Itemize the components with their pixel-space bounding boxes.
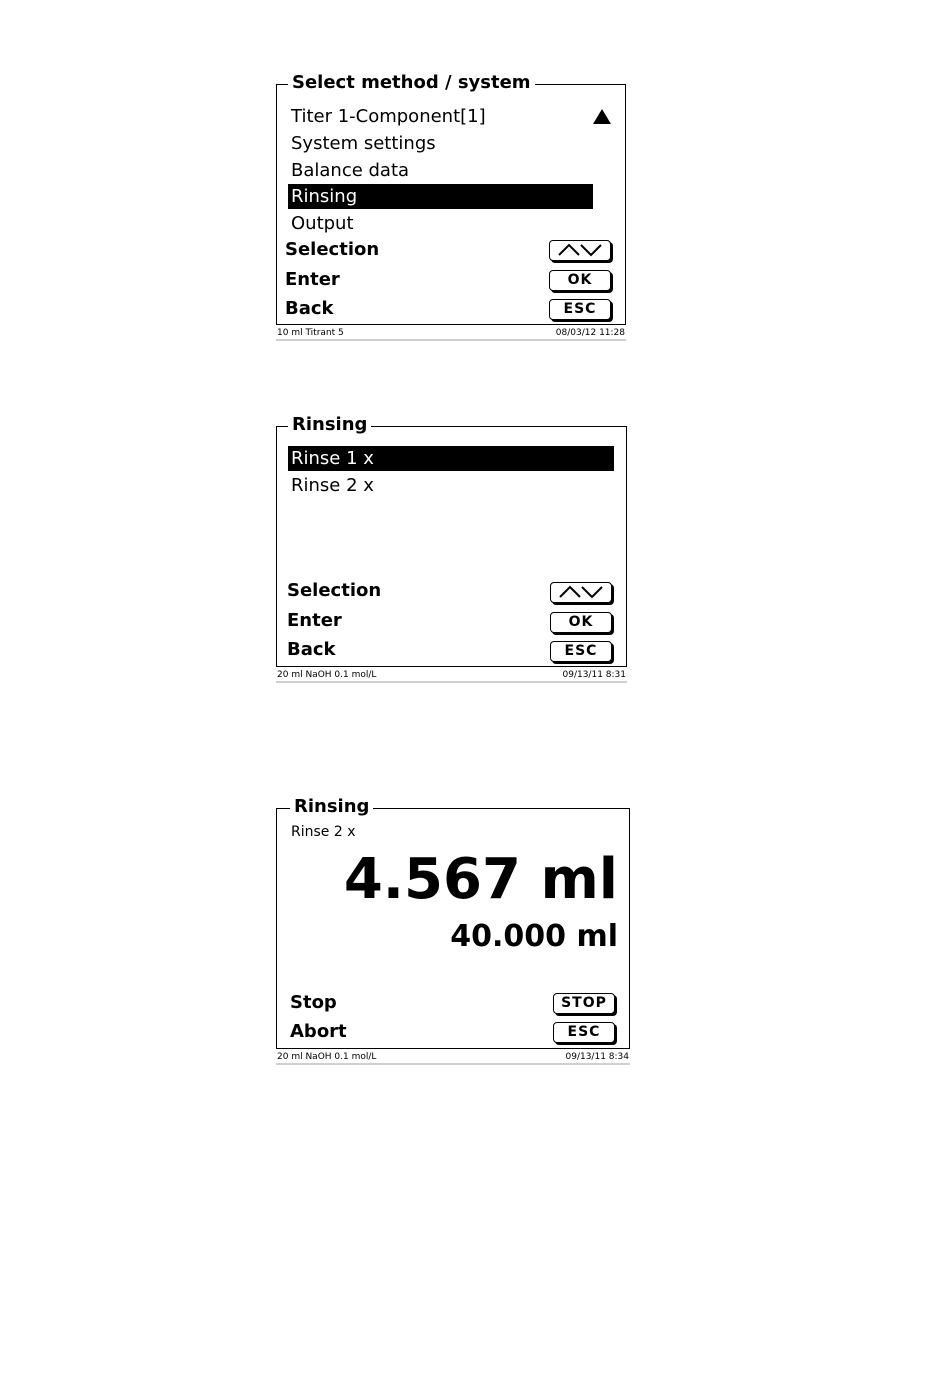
back-label: Back [285,298,334,319]
selection-label: Selection [285,239,380,260]
menu-item-rinse-2x[interactable]: Rinse 2 x [291,475,374,496]
screen-select-method [276,72,626,342]
status-device: 20 ml NaOH 0.1 mol/L [277,1052,377,1062]
status-bar [276,667,627,683]
status-datetime: 09/13/11 8:31 [562,670,626,680]
status-device: 20 ml NaOH 0.1 mol/L [277,670,377,680]
enter-label: Enter [285,269,340,290]
up-down-key[interactable] [549,240,611,261]
ok-key[interactable]: OK [549,270,611,291]
screen-title: Rinsing [288,414,371,436]
menu-item-rinsing[interactable]: Rinsing [288,184,593,209]
esc-key[interactable]: ESC [553,1022,615,1043]
esc-key[interactable]: ESC [549,299,611,320]
stop-key[interactable]: STOP [553,993,615,1014]
status-bar [276,1049,630,1065]
up-down-key[interactable] [550,582,612,603]
menu-item-rinse-1x[interactable]: Rinse 1 x [288,446,614,471]
current-volume: 4.567 ml [343,847,618,912]
screen-subtitle: Rinse 2 x [291,824,356,840]
screen-rinsing-select [276,414,627,684]
status-datetime: 09/13/11 8:34 [565,1052,629,1062]
menu-item-system-settings[interactable]: System settings [291,133,436,154]
screen-title: Select method / system [288,72,535,94]
ok-key[interactable]: OK [550,612,612,633]
menu-item-titer[interactable]: Titer 1-Component[1] [291,106,486,127]
scroll-up-icon[interactable] [593,109,611,124]
selection-label: Selection [287,580,382,601]
menu-item-balance-data[interactable]: Balance data [291,160,410,181]
status-datetime: 08/03/12 11:28 [555,328,625,338]
screen-rinsing-progress [276,796,630,1066]
menu-item-output[interactable]: Output [291,213,354,234]
enter-label: Enter [287,610,342,631]
esc-key[interactable]: ESC [550,641,612,662]
abort-label: Abort [290,1021,347,1042]
status-device: 10 ml Titrant 5 [277,328,344,338]
up-down-arrows-icon [556,585,606,599]
stop-label: Stop [290,992,337,1013]
up-down-arrows-icon [555,243,605,257]
total-volume: 40.000 ml [450,919,618,954]
status-bar [276,325,626,341]
back-label: Back [287,639,336,660]
screen-title: Rinsing [290,796,373,818]
